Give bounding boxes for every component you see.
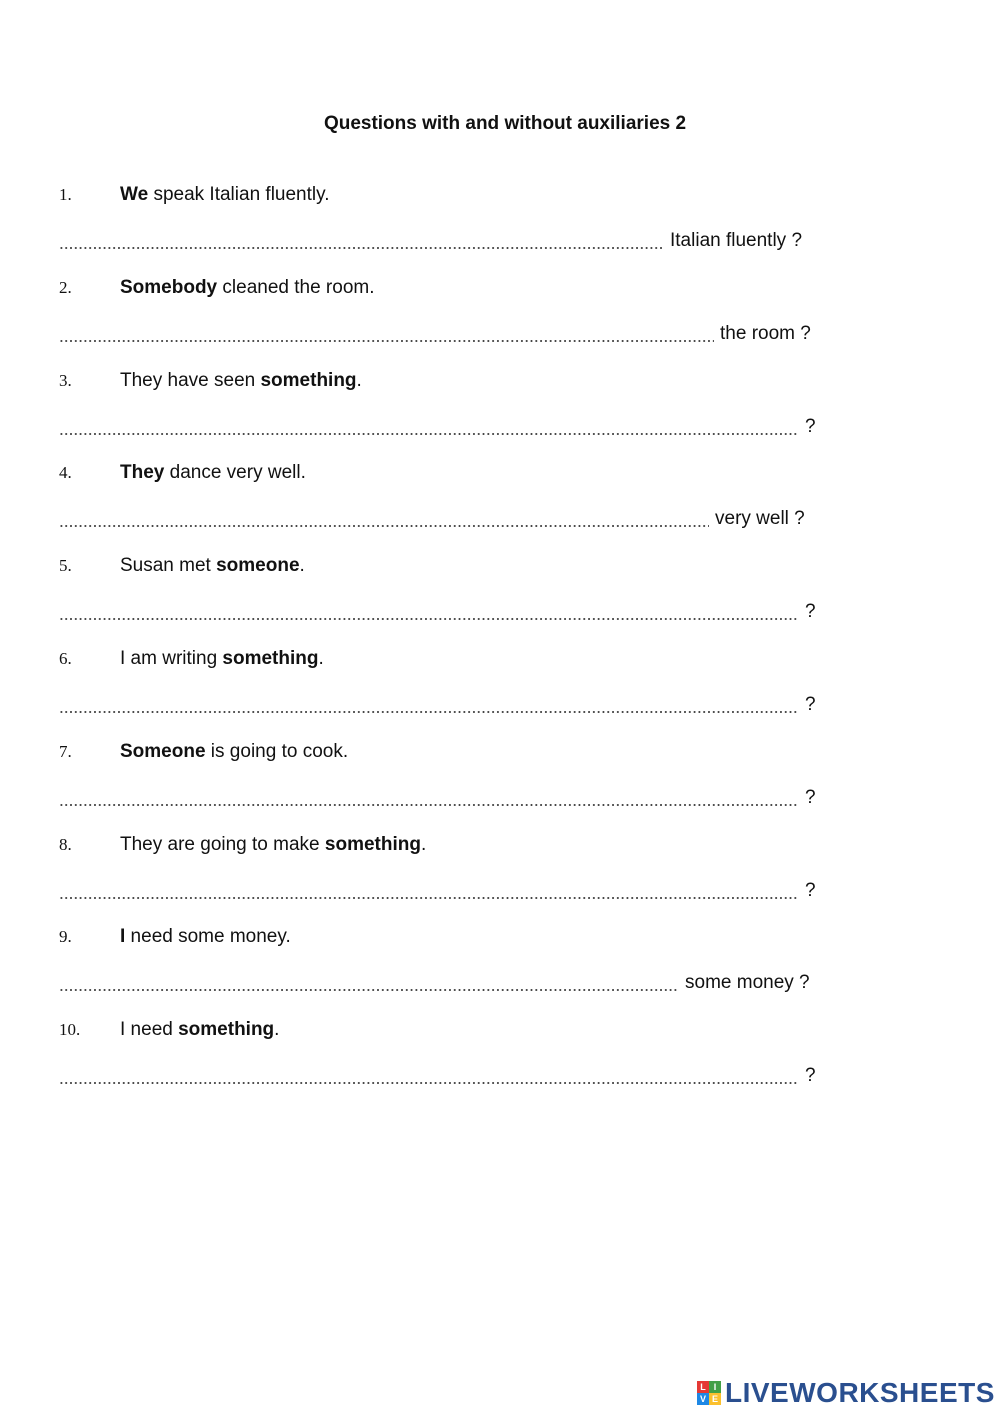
logo-square: E: [709, 1393, 721, 1405]
question-number: 8.: [59, 834, 72, 854]
question-item: [0, 647, 1000, 740]
answer-tail: ?: [805, 415, 816, 437]
sentence-text: They have seen: [120, 369, 261, 391]
sentence-text: .: [274, 1019, 280, 1041]
sentence-text: Susan met: [120, 555, 217, 577]
sentence-text: .: [299, 555, 305, 577]
question-item: [0, 461, 1000, 554]
question-sentence: [120, 833, 426, 857]
answer-line: [59, 879, 816, 903]
answer-input[interactable]: [59, 971, 679, 995]
question-item: [0, 833, 1000, 926]
answer-input[interactable]: [59, 1064, 799, 1088]
answer-input[interactable]: [59, 415, 799, 439]
answer-input[interactable]: [59, 507, 709, 531]
sentence-text: I am writing: [120, 648, 223, 669]
answer-tail: ?: [805, 879, 816, 901]
logo-square: I: [709, 1381, 721, 1393]
keyword-bold: Someone: [120, 740, 206, 762]
question-number: 10.: [59, 1020, 81, 1040]
keyword-bold: something: [324, 833, 421, 855]
question-item: [0, 369, 1000, 462]
answer-tail: Italian fluently ?: [670, 230, 803, 251]
question-item: [0, 276, 1000, 369]
question-number: 4.: [59, 463, 72, 483]
question-item: [0, 554, 1000, 647]
question-sentence: [120, 276, 375, 300]
question-sentence: [120, 554, 305, 578]
answer-input[interactable]: [59, 879, 799, 903]
answer-input[interactable]: [59, 322, 714, 346]
answer-input[interactable]: [59, 693, 799, 717]
keyword-bold: something: [178, 1019, 275, 1041]
answer-line: [59, 600, 816, 624]
sentence-text: .: [318, 648, 324, 669]
sentence-text: cleaned the room.: [217, 276, 375, 298]
keyword-bold: I: [120, 926, 126, 948]
logo-mark-icon: [697, 1381, 721, 1405]
sentence-text: is going to cook.: [205, 740, 349, 762]
question-number: 6.: [59, 649, 72, 668]
sentence-text: They are going to make: [120, 833, 325, 855]
keyword-bold: We: [120, 184, 149, 205]
question-item: [0, 1018, 1000, 1111]
sentence-text: need some money.: [125, 926, 291, 948]
answer-line: [59, 507, 805, 531]
keyword-bold: something: [260, 369, 357, 391]
question-sentence: [120, 461, 306, 485]
answer-line: [59, 971, 810, 995]
question-number: 1.: [59, 185, 72, 204]
keyword-bold: something: [222, 648, 319, 669]
answer-tail: ?: [805, 1065, 816, 1087]
answer-line: [59, 693, 816, 717]
question-number: 2.: [59, 277, 72, 297]
answer-input[interactable]: [59, 786, 799, 810]
question-sentence: [120, 925, 291, 949]
question-sentence: [120, 1018, 279, 1042]
logo-text: LIVEWORKSHEETS: [725, 1377, 995, 1408]
question-sentence: [120, 369, 362, 393]
answer-tail: ?: [805, 786, 816, 808]
answer-line: [59, 322, 811, 346]
sentence-text: .: [356, 369, 362, 391]
keyword-bold: They: [120, 462, 165, 484]
question-item: [0, 925, 1000, 1018]
question-item: [0, 740, 1000, 833]
sentence-text: .: [420, 833, 427, 855]
logo-square: L: [697, 1381, 709, 1393]
answer-input[interactable]: [59, 600, 799, 624]
question-number: 9.: [59, 927, 72, 947]
question-sentence: [120, 647, 324, 671]
answer-line: [59, 229, 802, 253]
keyword-bold: Somebody: [120, 276, 218, 298]
answer-line: [59, 415, 816, 439]
sentence-text: speak Italian fluently.: [148, 184, 330, 205]
answer-tail: ?: [805, 694, 816, 715]
question-item: [0, 183, 1000, 276]
keyword-bold: someone: [216, 555, 300, 577]
sentence-text: dance very well.: [164, 462, 306, 484]
question-sentence: [120, 183, 329, 207]
answer-line: [59, 1064, 816, 1088]
worksheet-title: Questions with and without auxiliaries 2: [323, 113, 687, 134]
answer-input[interactable]: [59, 229, 664, 253]
logo-square: V: [697, 1393, 709, 1405]
liveworksheets-logo: [697, 1378, 995, 1408]
question-number: 5.: [59, 556, 72, 576]
answer-tail: very well ?: [715, 508, 805, 530]
question-number: 7.: [59, 741, 72, 761]
answer-tail: the room ?: [720, 322, 811, 344]
answer-tail: ?: [805, 601, 816, 623]
question-number: 3.: [59, 370, 72, 390]
answer-line: [59, 786, 816, 810]
question-sentence: [120, 740, 348, 764]
sentence-text: I need: [120, 1019, 179, 1041]
answer-tail: some money ?: [685, 972, 810, 994]
